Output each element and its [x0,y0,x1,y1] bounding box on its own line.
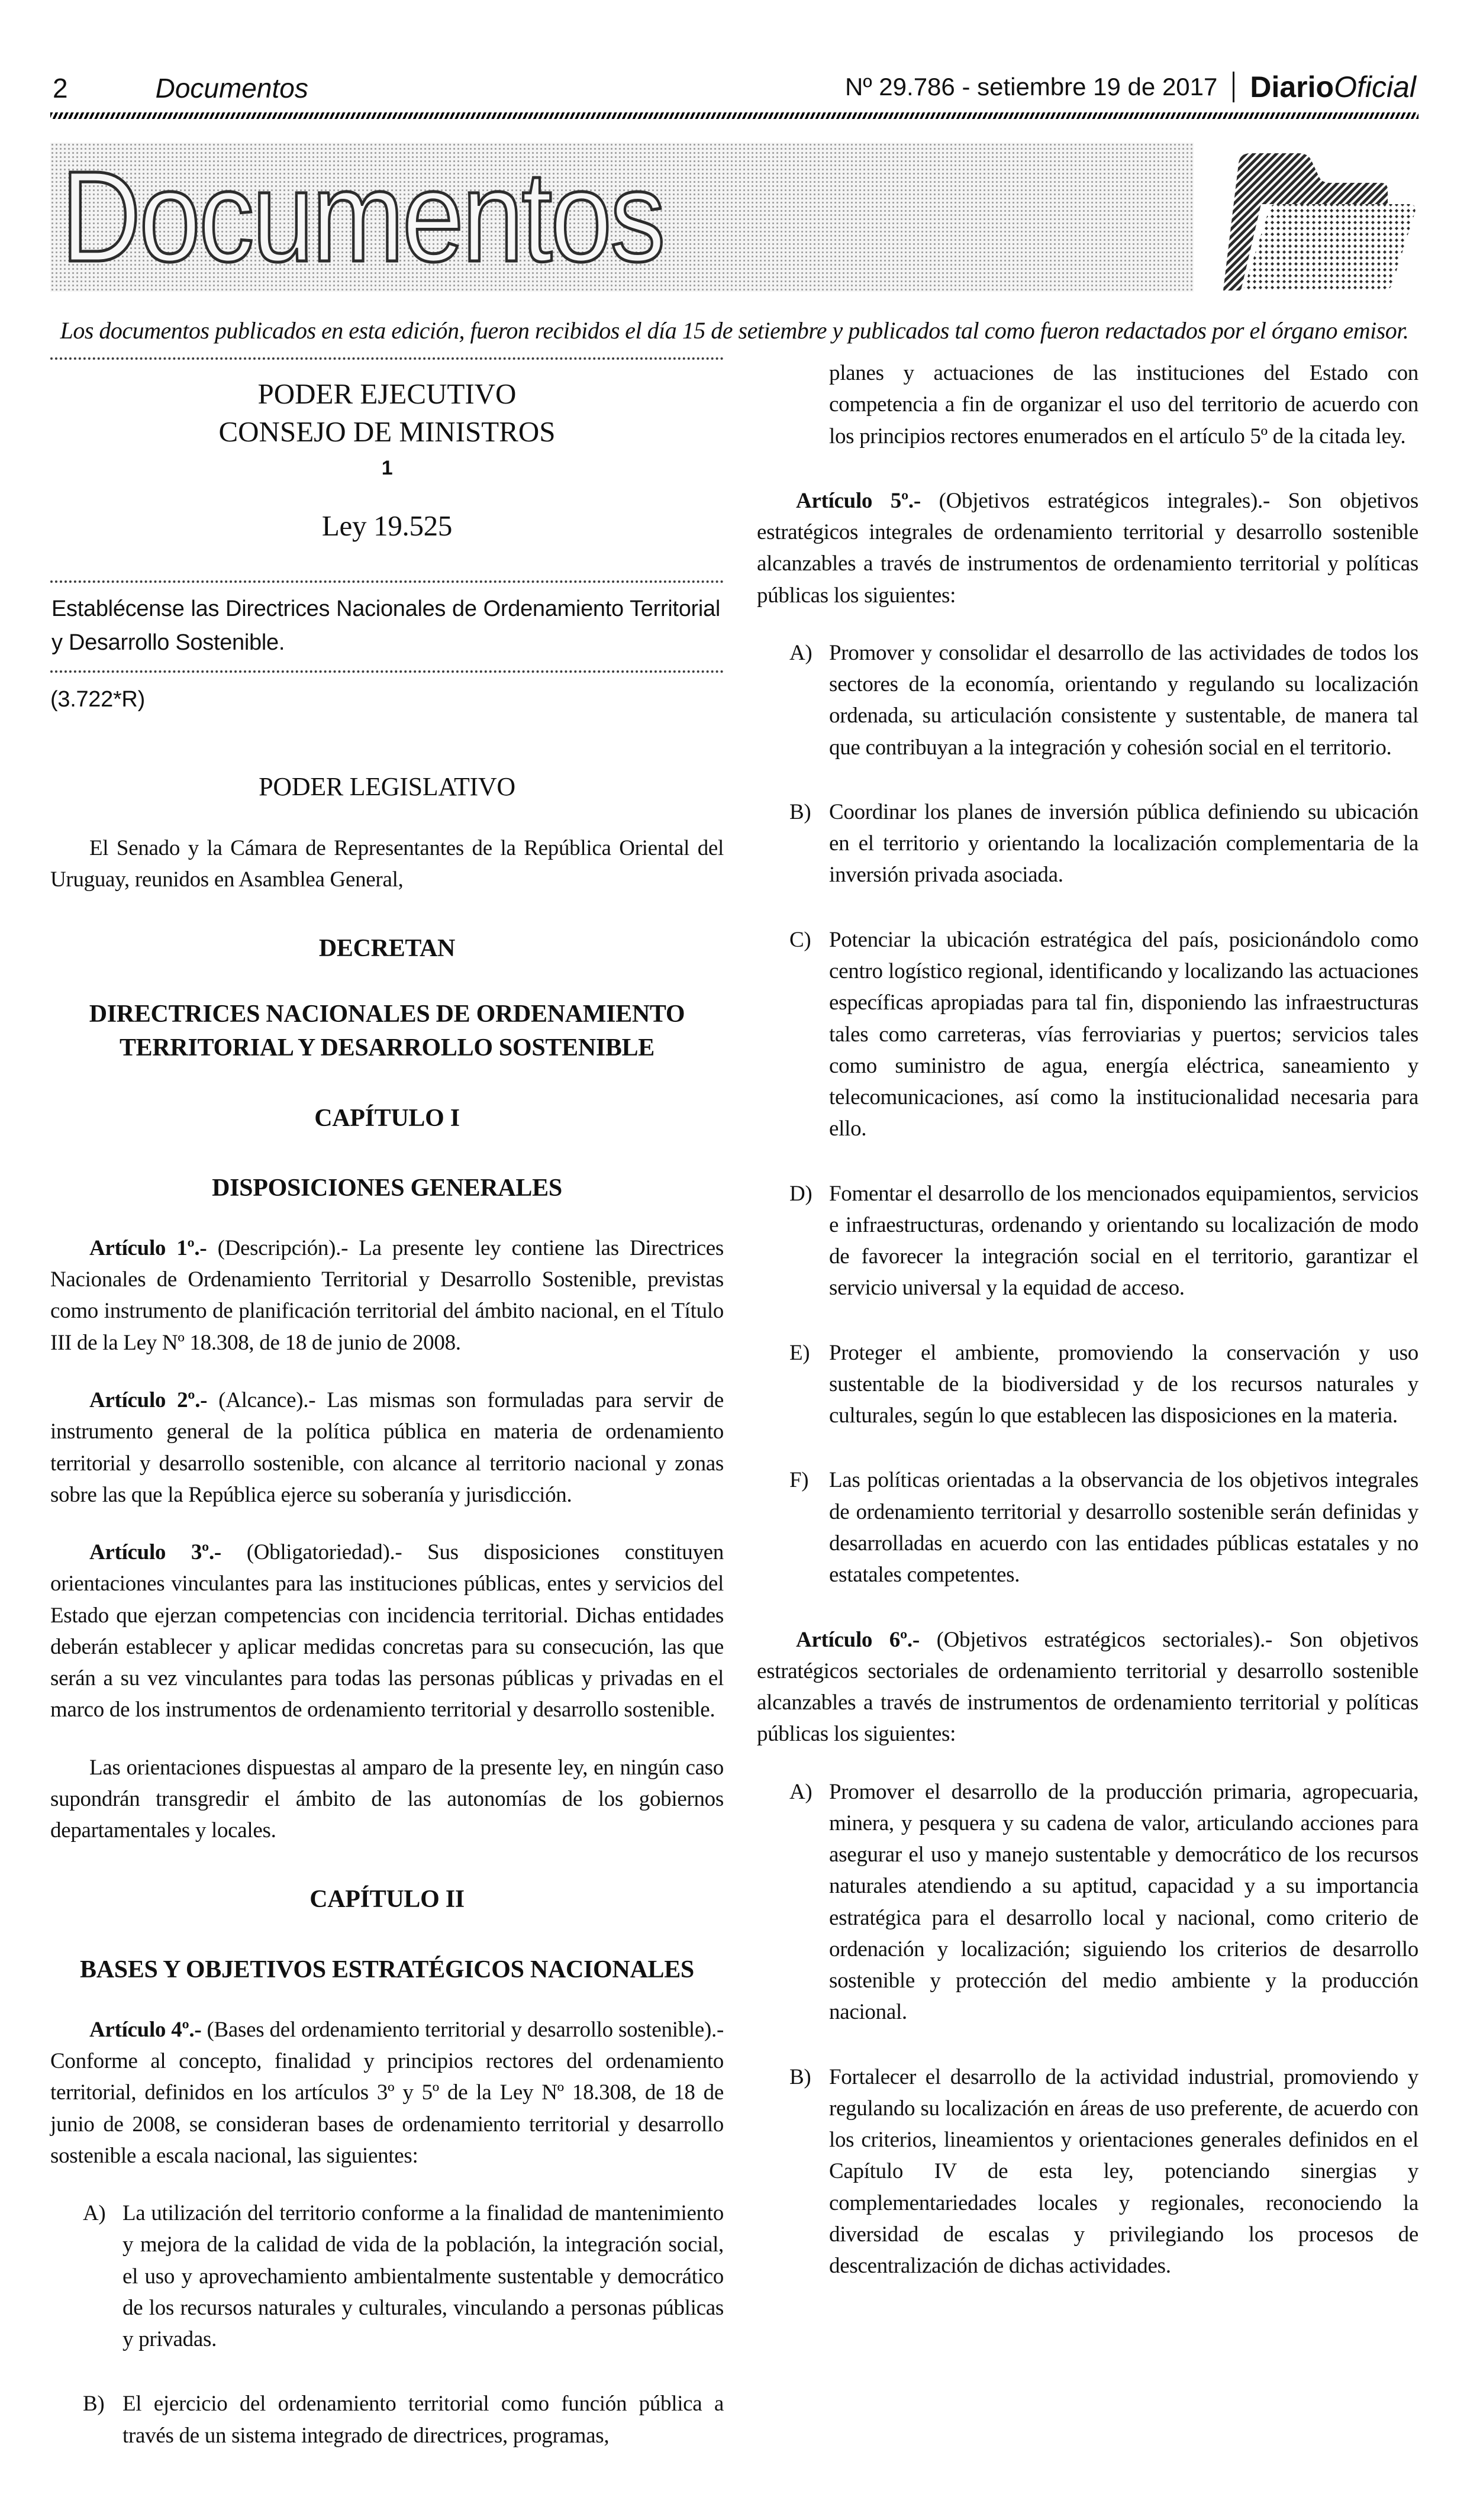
item-text: El ejercicio del ordenamiento territorial como función pública a través de un sistema integrado de directrices, programas, [122,2392,724,2448]
item-label: C) [789,927,811,952]
preamble-paragraph: El Senado y la Cámara de Representantes de la República Oriental del Uruguay, reunidos en Asamblea General, [50,835,724,892]
org-heading-poder-ejecutivo: PODER EJECUTIVO [257,377,517,410]
item-label: A) [789,1779,813,1804]
item-label: F) [789,1468,809,1493]
item-label: B) [789,2064,811,2089]
list-item-5e [757,1337,1418,1432]
item-label: B) [83,2392,105,2416]
articulo-3 [50,1537,724,1726]
item-4b-continuation: planes y actuaciones de las instituciones del Estado con competencia a fin de organizar el uso del territorio de acuerdo con los principios rectores enumerados en el artículo 5º de la citada ley. [829,361,1418,448]
heading-capitulo-2: CAPÍTULO II [309,1886,465,1914]
decree-title: DIRECTRICES NACIONALES DE ORDENAMIENTO TERRITORIAL Y DESARROLLO SOSTENIBLE [89,1001,685,1061]
heading-decretan: DECRETAN [318,935,456,963]
item-label: B) [789,799,811,824]
right-column [757,357,1418,2484]
item-text: Coordinar los planes de inversión pública definiendo su ubicación en el territorio y orientando la localización complementaria de la inversión privada asociada. [829,799,1418,888]
articulo-6 [757,1624,1418,1750]
articulo-4-lead: Artículo 4º.- [89,2017,202,2042]
item-text: Fomentar el desarrollo de los mencionados equipamientos, servicios e infraestructuras, ordenando y orientando su localización de modo de favorecer la integración social en el territorio, garantizar el servicio universal y la equidad de acceso. [829,1181,1418,1301]
dotted-divider [50,670,724,673]
list-item-5f [757,1464,1418,1590]
documentos-banner [50,143,1194,292]
org-heading-consejo: CONSEJO DE MINISTROS [218,415,556,448]
list-item-5a [757,637,1418,763]
item-label: D) [789,1181,813,1206]
text-columns [50,357,1418,2484]
articulo-1-text: (Descripción).- La presente ley contiene las Directrices Nacionales de Ordenamiento Territorial y Desarrollo Sostenible, previstas como instrumento de planificación territorial del ámbito nacional, en el Título III de la Ley Nº 18.308, de 18 de junio de 2008. [50,1235,724,1355]
articulo-1 [50,1232,724,1359]
law-summary: Establécense las Directrices Nacionales de Ordenamiento Territorial y Desarrollo Sostenible. [51,596,720,655]
item-label: A) [789,640,813,665]
articulo-3-text: (Obligatoriedad).- Sus disposiciones constituyen orientaciones vinculantes para las instituciones públicas, entes y servicios del Estado que ejerzan competencias con incidencia territorial. Dichas entidades deberán establecer y aplicar medidas concretas para su consecución, las que serán a su vez vinculantes para todas las personas públicas y privadas en el marco de los instrumentos de ordenamiento territorial y desarrollo sostenible. [50,1540,724,1722]
list-item-4b [50,2388,724,2451]
list-item-5c [757,924,1418,1145]
masthead-left [53,72,308,104]
list-item-4a [50,2198,724,2355]
masthead-rule [50,112,1418,119]
articulo-4-text: (Bases del ordenamiento territorial y desarrollo sostenible).- Conforme al concepto, finalidad y principios rectores del ordenamiento territorial, definidos en los artículos 3º y 5º de la Ley Nº 18.308, de 18 de junio de 2008, se consideran bases de ordenamiento territorial y desarrollo sostenible a escala nacional, las siguientes: [50,2017,724,2168]
list-item-6a [757,1776,1418,2028]
item-label: E) [789,1340,810,1365]
dotted-divider [50,357,724,360]
articulo-5 [757,485,1418,611]
banner-row [50,143,1418,301]
masthead-right [845,70,1416,104]
autonomies-paragraph: Las orientaciones dispuestas al amparo de la presente ley, en ningún caso supondrán transgredir el ámbito de las autonomías de los gobiernos departamentales y locales. [50,1755,724,1843]
articulo-3-lead: Artículo 3º.- [89,1540,221,1565]
diario-oficial-logo [1250,70,1416,104]
page-number: 2 [53,73,68,104]
brand-bold: Diario [1250,70,1334,104]
brand-divider [1233,72,1234,102]
list-item-5d [757,1178,1418,1304]
banner-title: Documentos [61,145,664,289]
section-name: Documentos [155,73,308,104]
item-text: La utilización del territorio conforme a la finalidad de mantenimiento y mejora de la calidad de vida de la población, la integración social, el uso y aprovechamiento ambientalmente sustentable y democrático de los recursos naturales y culturales, vinculando a personas públicas y privadas. [122,2201,724,2352]
item-text: Fortalecer el desarrollo de la actividad industrial, promoviendo y regulando su localización en áreas de uso preferente, de acuerdo con los criterios, lineamientos y orientaciones generales definidos en el Capítulo IV de esta ley, potenciando sinergias y complementariedades locales y regionales, reconociendo la diversidad de escalas y privilegiando los procesos de descentralización de dichas actividades. [829,2064,1418,2279]
item-text: Las políticas orientadas a la observancia de los objetivos integrales de ordenamiento territorial y desarrollo sostenible serán definidas y desarrolladas en acuerdo con las entidades públicas estatales y no estatales competentes. [829,1468,1418,1587]
heading-disposiciones-generales: DISPOSICIONES GENERALES [212,1175,562,1202]
articulo-5-text: (Objetivos estratégicos integrales).- Son objetivos estratégicos integrales de ordenamiento territorial y desarrollo sostenible alcanzables a través de instrumentos de ordenamiento territorial y políticas públicas los siguientes: [757,488,1418,608]
item-text: Promover y consolidar el desarrollo de las actividades de todos los sectores de la economía, orientando y regulando su localización ordenada, su articulación consistente y sustentable, de manera tal que contribuyan a la integración y cohesión social en el territorio. [829,640,1418,760]
item-text: Potenciar la ubicación estratégica del país, posicionándolo como centro logístico regional, identificando y localizando las actuaciones específicas apropiadas para tal fin, disponiendo las infraestructuras tales como carreteras, vías ferroviarias y puertos; servicios tales como suministro de agua, energía eléctrica, saneamiento y telecomunicaciones, así como la institucionalidad necesaria para ello. [829,927,1418,1141]
heading-bases-objetivos: BASES Y OBJETIVOS ESTRATÉGICOS NACIONALES [80,1956,694,1984]
document-number: 1 [381,457,393,480]
law-title: Ley 19.525 [321,509,453,543]
heading-poder-legislativo: PODER LEGISLATIVO [259,772,515,801]
heading-capitulo-1: CAPÍTULO I [314,1104,460,1132]
list-item-5b [757,796,1418,891]
edition-notice: Los documentos publicados en esta edición, fueron recibidos el día 15 de setiembre y publicados tal como fueron redactados por el órgano emisor. [60,317,1409,344]
articulo-2-lead: Artículo 2º.- [89,1388,208,1412]
articulo-4 [50,2014,724,2171]
item-label: A) [83,2201,106,2226]
left-column [50,357,724,2484]
reference-code: (3.722*R) [50,686,145,712]
articulo-6-lead: Artículo 6º.- [796,1627,920,1652]
item-text: Proteger el ambiente, promoviendo la conservación y uso sustentable de la biodiversidad y de los recursos naturales y culturales, según lo que establecen las disposiciones en la materia. [829,1340,1418,1428]
masthead [50,70,1418,112]
brand-italic: Oficial [1334,70,1416,104]
articulo-2-text: (Alcance).- Las mismas son formuladas para servir de instrumento general de la política pública en materia de ordenamiento territorial y desarrollo sostenible, con alcance al territorio nacional y zonas sobre las que la República ejerce su soberanía y jurisdicción. [50,1388,724,1507]
articulo-2 [50,1385,724,1511]
articulo-5-lead: Artículo 5º.- [796,488,921,513]
list-item-6b [757,2061,1418,2282]
articulo-1-lead: Artículo 1º.- [89,1235,207,1260]
issue-info: Nº 29.786 - setiembre 19 de 2017 [844,73,1218,101]
open-folder-icon [1210,143,1418,301]
item-text: Promover el desarrollo de la producción primaria, agropecuaria, minera, y pesquera y su cadena de valor, articulando acciones para asegurar el uso y manejo sustentable y democrático de los recursos naturales atendiendo a su aptitud, capacidad y a su importancia estratégica para el desarrollo local y nacional, como criterio de ordenación y localización; siguiendo los criterios de desarrollo sostenible y protección del medio ambiente y la producción nacional. [829,1779,1418,2025]
articulo-6-text: (Objetivos estratégicos sectoriales).- Son objetivos estratégicos sectoriales de ordenamiento territorial y desarrollo sostenible alcanzables a través de instrumentos de ordenamiento territorial y políticas públicas los siguientes: [757,1627,1418,1747]
